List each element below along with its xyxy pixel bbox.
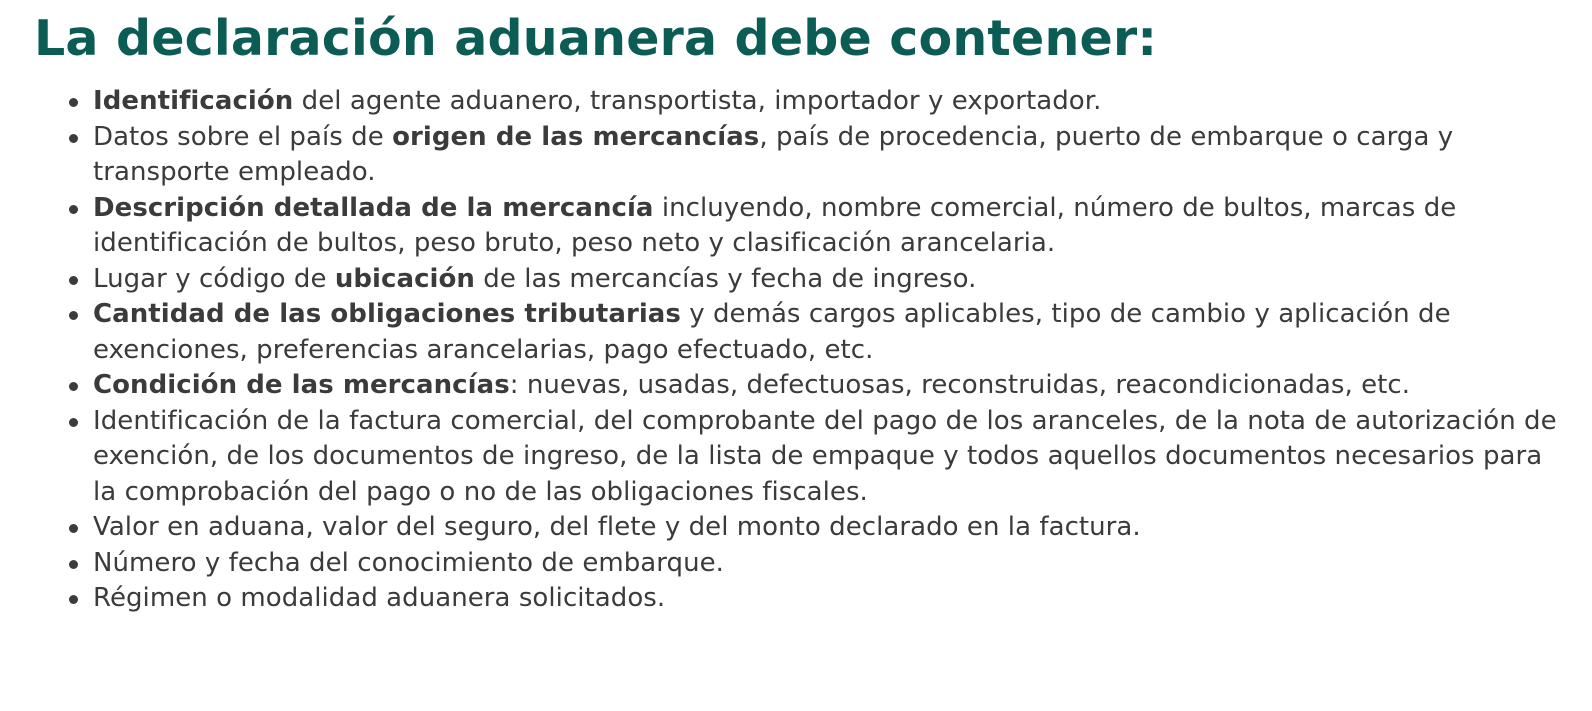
item-text: , país de procedencia, puerto de embarque o carga y transporte empleado.	[93, 121, 1454, 187]
item-bold-text: ubicación	[334, 263, 475, 294]
bullet-icon	[69, 418, 78, 427]
list-item-condicion	[93, 368, 1563, 404]
bullet-icon	[69, 276, 78, 285]
list-item-regimen	[93, 581, 1563, 617]
bullet-icon	[69, 98, 78, 107]
item-text: Régimen o modalidad aduanera solicitados.	[93, 583, 666, 613]
bullet-icon	[69, 205, 78, 214]
item-bold-text: Descripción detallada de la mercancía	[93, 192, 654, 223]
list-item-conocimiento	[93, 546, 1563, 582]
item-bold-text: Condición de las mercancías	[93, 370, 510, 400]
item-bold-text: origen de las mercancías	[392, 121, 760, 152]
bullet-icon	[69, 382, 78, 391]
bullet-icon	[69, 595, 78, 604]
item-text: : nuevas, usadas, defectuosas, reconstruidas, reacondicionadas, etc.	[509, 370, 1411, 400]
item-text: y demás cargos aplicables, tipo de cambio y aplicación de exenciones, preferencias arancelarias, pago efectuado, etc.	[93, 299, 1451, 365]
bullet-icon	[69, 134, 78, 143]
list-item-obligaciones	[93, 297, 1563, 368]
bullet-icon	[69, 311, 78, 320]
list-item-factura	[93, 404, 1563, 511]
list-item-identificacion	[93, 84, 1563, 120]
bullet-icon	[69, 560, 78, 569]
item-bold-text: Cantidad de las obligaciones tributarias	[93, 299, 681, 329]
requirements-list	[93, 84, 1563, 617]
list-item-ubicacion	[93, 262, 1563, 298]
item-text: del agente aduanero, transportista, importador y exportador.	[293, 86, 1102, 116]
bullet-icon	[69, 524, 78, 533]
item-text: Número y fecha del conocimiento de embarque.	[93, 547, 724, 578]
item-text: Datos sobre el país de	[93, 121, 393, 152]
list-item-valor	[93, 510, 1563, 546]
item-text: Lugar y código de	[93, 263, 335, 294]
item-text: incluyendo, nombre comercial, número de bultos, marcas de identificación de bultos, peso bruto, peso neto y clasificación arancelaria.	[93, 192, 1457, 258]
page-title: La declaración aduanera debe contener:	[34, 10, 1158, 67]
item-text: de las mercancías y fecha de ingreso.	[474, 263, 977, 294]
list-item-origen	[93, 120, 1563, 191]
item-text: Identificación de la factura comercial, del comprobante del pago de los aranceles, de la nota de autorización de exención, de los documentos de ingreso, de la lista de empaque y todos aquellos documentos necesarios para la comprobación del pago o no de las obligaciones fiscales.	[93, 405, 1557, 507]
item-text: Valor en aduana, valor del seguro, del flete y del monto declarado en la factura.	[93, 512, 1141, 542]
list-item-descripcion	[93, 191, 1563, 262]
item-bold-text: Identificación	[93, 86, 294, 116]
